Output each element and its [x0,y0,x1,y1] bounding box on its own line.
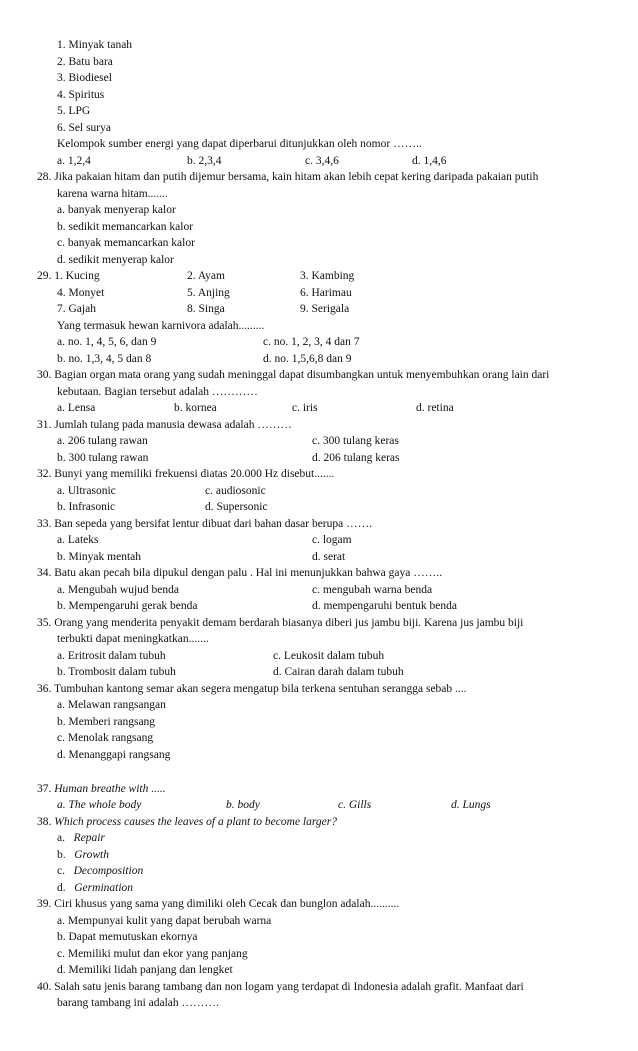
q38-option-b [57,848,109,862]
q29-option-b: b. no. 1,3, 4, 5 dan 8 [57,353,152,365]
q29-item-6: 6. Harimau [300,287,352,299]
q29-stem: Yang termasuk hewan karnivora adalah......... [57,320,265,332]
q39-option-b: b. Dapat memutuskan ekornya [57,931,198,943]
q33-stem: 33. Ban sepeda yang bersifat lentur dibuat dari bahan dasar berupa ……. [37,518,372,530]
q37-line [37,782,166,796]
q36-option-b: b. Memberi rangsang [57,716,156,728]
q36-stem: 36. Tumbuhan kantong semar akan segera mengatup bila terkena sentuhan serangga sebab .... [37,683,467,695]
q27-stem: Kelompok sumber energi yang dapat diperbarui ditunjukkan oleh nomor …….. [57,138,422,150]
q34-stem: 34. Batu akan pecah bila dipukul dengan palu . Hal ini menunjukkan bahwa gaya …….. [37,567,442,579]
q35-option-c: c. Leukosit dalam tubuh [273,650,385,662]
q29-item-9: 9. Serigala [300,303,350,315]
q31-option-a: a. 206 tulang rawan [57,435,148,447]
q37-number: 37. [37,783,52,795]
q35-option-a: a. Eritrosit dalam tubuh [57,650,166,662]
q28-option-d: d. sedikit menyerap kalor [57,254,174,266]
q38-letter-b: b. [57,849,66,861]
q30-option-c: c. iris [292,402,318,414]
q38-option-a-text: Repair [73,832,105,844]
q28-option-b: b. sedikit memancarkan kalor [57,221,194,233]
q39-option-a: a. Mempunyai kulit yang dapat berubah warna [57,915,272,927]
q37-option-a: a. The whole body [57,799,142,811]
q28-stem-line2: karena warna hitam....... [57,188,168,200]
q37-option-b: b. body [226,799,260,811]
q34-option-b: b. Mempengaruhi gerak benda [57,600,198,612]
q29-option-a: a. no. 1, 4, 5, 6, dan 9 [57,336,157,348]
q27-option-b: b. 2,3,4 [187,155,222,167]
q35-option-d: d. Cairan darah dalam tubuh [273,666,404,678]
q32-option-b: b. Infrasonic [57,501,116,513]
q34-option-a: a. Mengubah wujud benda [57,584,179,596]
q33-option-c: c. logam [312,534,352,546]
q36-option-d: d. Menanggapi rangsang [57,749,171,761]
q38-option-a [57,831,105,845]
q33-option-b: b. Minyak mentah [57,551,141,563]
q37-stem: Human breathe with ..... [54,783,166,795]
q30-option-d: d. retina [416,402,454,414]
q32-option-d: d. Supersonic [205,501,268,513]
q39-option-c: c. Memiliki mulut dan ekor yang panjang [57,948,248,960]
q37-option-c: c. Gills [338,799,372,811]
q35-stem-line1: 35. Orang yang menderita penyakit demam berdarah biasanya diberi jus jambu biji. Karena jus jambu biji [37,617,524,629]
q27-item-5: 5. LPG [57,105,91,117]
q34-option-c: c. mengubah warna benda [312,584,433,596]
q31-option-c: c. 300 tulang keras [312,435,399,447]
q38-letter-d: d. [57,882,66,894]
q37-option-d: d. Lungs [451,799,491,811]
q35-stem-line2: terbukti dapat meningkatkan....... [57,633,209,645]
q29-item-4: 4. Monyet [57,287,105,299]
q40-stem-line2: barang tambang ini adalah ………. [57,997,219,1009]
q32-stem: 32. Bunyi yang memiliki frekuensi diatas 20.000 Hz disebut....... [37,468,335,480]
q38-option-d-text: Germination [74,882,134,894]
q38-number: 38. [37,816,52,828]
q32-option-a: a. Ultrasonic [57,485,116,497]
q35-option-b: b. Trombosit dalam tubuh [57,666,176,678]
q36-option-a: a. Melawan rangsangan [57,699,166,711]
q29-item-2: 2. Ayam [187,270,225,282]
q34-option-d: d. mempengaruhi bentuk benda [312,600,457,612]
q31-option-b: b. 300 tulang rawan [57,452,149,464]
q31-option-d: d. 206 tulang keras [312,452,400,464]
q27-option-c: c. 3,4,6 [305,155,339,167]
q39-option-d: d. Memiliki lidah panjang dan lengket [57,964,233,976]
q40-stem-line1: 40. Salah satu jenis barang tambang dan non logam yang terdapat di Indonesia adalah grafit. Manfaat dari [37,981,524,993]
q27-option-d: d. 1,4,6 [412,155,447,167]
q29-option-c: c. no. 1, 2, 3, 4 dan 7 [263,336,360,348]
q27-item-6: 6. Sel surya [57,122,111,134]
q36-option-c: c. Menolak rangsang [57,732,154,744]
q39-stem: 39. Ciri khusus yang sama yang dimiliki oleh Cecak dan bunglon adalah.......... [37,898,400,910]
q27-item-3: 3. Biodiesel [57,72,112,84]
q38-letter-a: a. [57,832,65,844]
q28-option-c: c. banyak memancarkan kalor [57,237,195,249]
q29-item-8: 8. Singa [187,303,225,315]
q33-option-d: d. serat [312,551,346,563]
q29-item-1: 29. 1. Kucing [37,270,100,282]
q29-option-d: d. no. 1,5,6,8 dan 9 [263,353,352,365]
q32-option-c: c. audiosonic [205,485,266,497]
q30-stem-line1: 30. Bagian organ mata orang yang sudah meninggal dapat disumbangkan untuk menyembuhkan orang lain dari [37,369,550,381]
q30-stem-line2: kebutaan. Bagian tersebut adalah ………… [57,386,258,398]
q28-option-a: a. banyak menyerap kalor [57,204,176,216]
q38-option-d [57,881,133,895]
q38-option-b-text: Growth [74,849,109,861]
q30-option-a: a. Lensa [57,402,96,414]
q27-item-2: 2. Batu bara [57,56,113,68]
q38-letter-c: c. [57,865,65,877]
q29-item-5: 5. Anjing [187,287,230,299]
q33-option-a: a. Lateks [57,534,99,546]
q29-item-3: 3. Kambing [300,270,355,282]
q27-item-1: 1. Minyak tanah [57,39,133,51]
q38-stem: Which process causes the leaves of a plant to become larger? [54,816,337,828]
q31-stem: 31. Jumlah tulang pada manusia dewasa adalah ……… [37,419,292,431]
q38-option-c-text: Decomposition [73,865,144,877]
q28-stem-line1: 28. Jika pakaian hitam dan putih dijemur bersama, kain hitam akan lebih cepat kering daripada pakaian putih [37,171,539,183]
q29-item-7: 7. Gajah [57,303,96,315]
q27-item-4: 4. Spiritus [57,89,105,101]
q38-line [37,815,337,829]
q38-option-c [57,864,143,878]
q30-option-b: b. kornea [174,402,217,414]
q27-option-a: a. 1,2,4 [57,155,91,167]
